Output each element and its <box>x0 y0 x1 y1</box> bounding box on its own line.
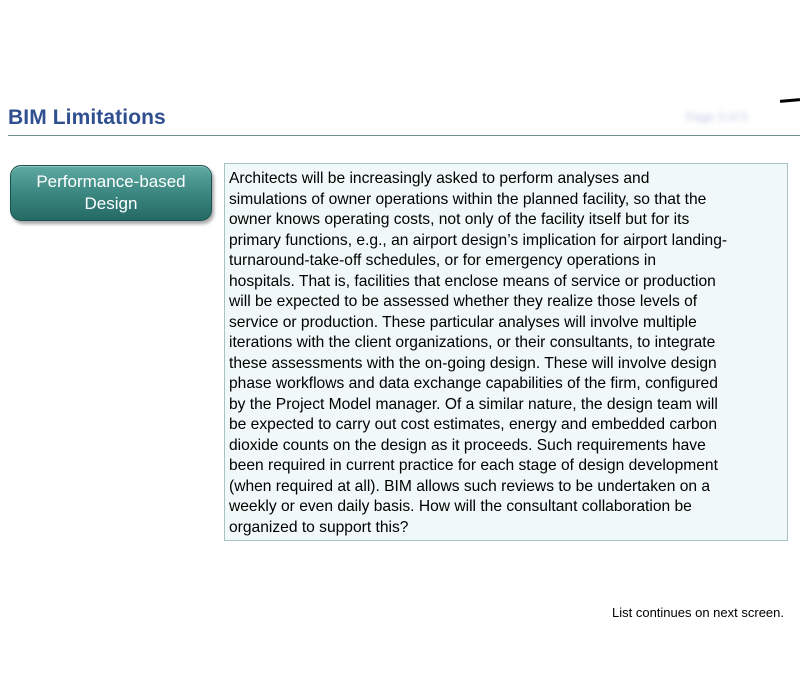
header-divider <box>8 135 800 136</box>
content-line: hospitals. That is, facilities that enclose means of service or production <box>229 272 716 290</box>
content-line: will be expected to be assessed whether they realize those levels of <box>229 293 698 310</box>
content-line: iterations with the client organizations, or their consultants, to integrate <box>229 334 716 351</box>
content-line: weekly or even daily basis. How will the consultant collaboration be <box>229 498 692 515</box>
content-line: service or production. These particular analyses will involve multiple <box>229 313 697 331</box>
content-line: primary functions, e.g., an airport design’s implication for airport landing- <box>229 231 728 249</box>
content-line: be expected to carry out cost estimates, energy and embedded carbon <box>229 416 718 433</box>
content-line: Architects will be increasingly asked to perform analyses and <box>229 170 650 187</box>
page-indicator: Page 3 of 5 <box>686 110 748 124</box>
content-line: owner knows operating costs, not only of the facility itself but for its <box>229 211 690 228</box>
topic-button-label-line1: Performance-based <box>36 172 186 191</box>
performance-based-design-button[interactable] <box>10 165 212 221</box>
content-line: turnaround-take-off schedules, or for emergency operations in <box>229 252 657 269</box>
content-line: dioxide counts on the design as it proceeds. Such requirements have <box>229 436 706 454</box>
content-line: simulations of owner operations within the planned facility, so that the <box>229 190 707 208</box>
continuation-note: List continues on next screen. <box>612 605 784 620</box>
content-panel <box>224 163 788 541</box>
content-line: (when required at all). BIM allows such reviews to be undertaken on a <box>229 477 711 495</box>
corner-mark <box>780 98 800 103</box>
topic-button-label-line2: Design <box>84 194 138 213</box>
content-paragraph <box>229 169 783 538</box>
content-line: by the Project Model manager. Of a similar nature, the design team will <box>229 395 718 413</box>
content-line: organized to support this? <box>229 518 409 536</box>
topic-button-label <box>16 171 206 215</box>
content-line: been required in current practice for each stage of design development <box>229 457 718 474</box>
content-line: these assessments with the on-going design. These will involve design <box>229 354 717 372</box>
page-title: BIM Limitations <box>8 106 166 129</box>
content-line: phase workflows and data exchange capabilities of the firm, configured <box>229 375 718 392</box>
